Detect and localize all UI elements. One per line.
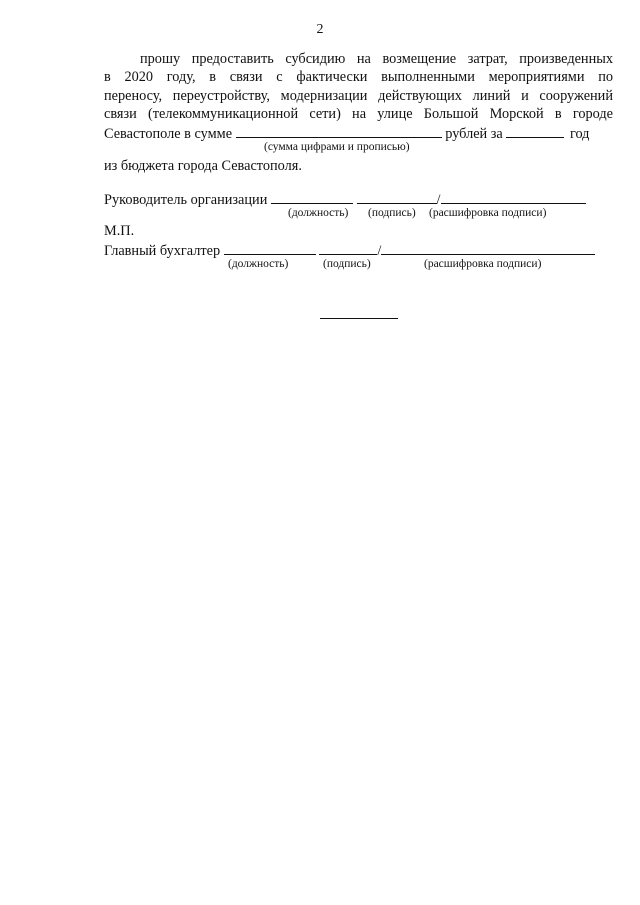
paragraph-line-4: связи (телекоммуникационной сети) на улице Большой Морской в городе bbox=[104, 105, 613, 122]
manager-caption-position: (должность) bbox=[288, 207, 349, 219]
accountant-caption-decoding: (расшифровка подписи) bbox=[424, 258, 542, 270]
accountant-signature-field[interactable] bbox=[319, 240, 377, 255]
sum-caption: (сумма цифрами и прописью) bbox=[264, 141, 410, 153]
main-paragraph bbox=[104, 50, 613, 123]
paragraph-line-2: в 2020 году, в связи с фактически выполненными мероприятиями по bbox=[104, 69, 613, 86]
sum-prefix: Севастополе в сумме bbox=[104, 126, 233, 142]
stamp-label: М.П. bbox=[104, 223, 135, 239]
budget-line: из бюджета города Севастополя. bbox=[104, 158, 302, 174]
manager-decoding-field[interactable] bbox=[441, 189, 586, 204]
paragraph-line-3: переносу, переустройству, модернизации действующих линий и сооружений bbox=[104, 87, 613, 104]
accountant-slash: / bbox=[377, 243, 382, 259]
manager-caption-signature: (подпись) bbox=[368, 207, 416, 219]
accountant-caption-signature: (подпись) bbox=[323, 258, 371, 270]
manager-slash: / bbox=[436, 192, 441, 208]
accountant-line bbox=[104, 240, 595, 260]
accountant-caption-position: (должность) bbox=[228, 258, 289, 270]
manager-caption-decoding: (расшифровка подписи) bbox=[429, 207, 547, 219]
manager-label: Руководитель организации bbox=[104, 192, 268, 208]
manager-line bbox=[104, 189, 586, 209]
manager-signature-field[interactable] bbox=[357, 189, 437, 204]
accountant-label: Главный бухгалтер bbox=[104, 243, 221, 259]
sum-amount-field[interactable] bbox=[236, 123, 442, 138]
sum-line bbox=[104, 123, 589, 143]
accountant-decoding-field[interactable] bbox=[381, 240, 595, 255]
sum-middle: рублей за bbox=[445, 126, 503, 142]
year-field[interactable] bbox=[506, 123, 564, 138]
end-divider bbox=[320, 318, 398, 319]
page-number: 2 bbox=[316, 22, 324, 37]
accountant-position-field[interactable] bbox=[224, 240, 316, 255]
sum-suffix: год bbox=[569, 126, 590, 142]
manager-position-field[interactable] bbox=[271, 189, 353, 204]
paragraph-line-1: прошу предоставить субсидию на возмещение затрат, произведенных bbox=[140, 51, 613, 67]
